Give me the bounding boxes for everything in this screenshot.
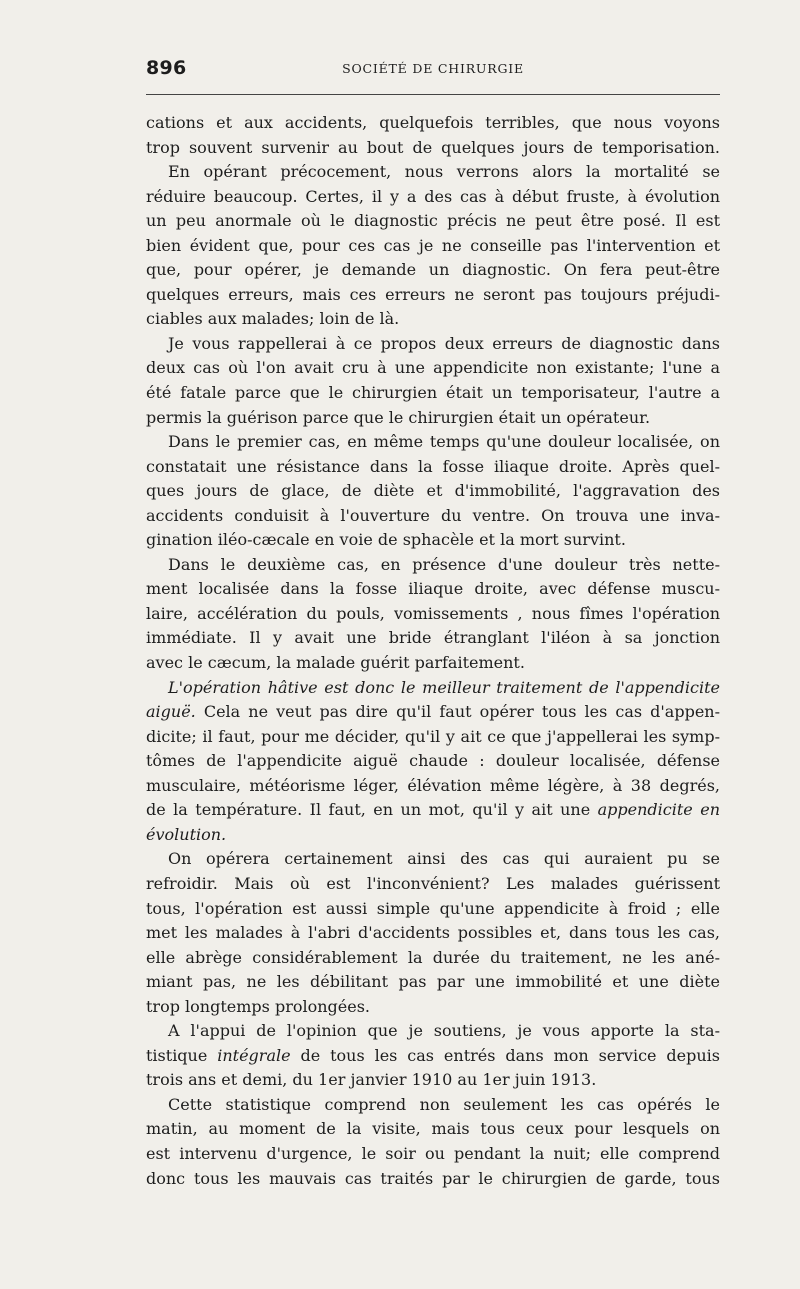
text-line	[146, 356, 720, 381]
text-line	[146, 725, 720, 750]
line-text: de la température. Il faut, en un mot, qu'il y ait une	[146, 800, 598, 820]
text-line	[146, 1142, 720, 1167]
line-text: Je vous rappellerai à ce propos deux erreurs de diagnostic dans	[168, 333, 720, 353]
text-line	[146, 234, 720, 259]
text-line	[146, 283, 720, 308]
line-text: Cela ne veut pas dire qu'il faut opérer tous les cas d'appen-	[195, 702, 720, 722]
text-line	[146, 1019, 720, 1044]
text-line	[146, 1167, 720, 1192]
line-text: cations et aux accidents, quelquefois terribles, que nous voyons	[146, 113, 720, 132]
line-text: trois ans et demi, du 1er janvier 1910 au 1er juin 1913.	[146, 1070, 597, 1090]
line-text: A l'appui de l'opinion que je soutiens, je vous apporte la sta-	[168, 1021, 720, 1041]
line-text: tistique	[146, 1045, 218, 1065]
line-text: que, pour opérer, je demande un diagnostic. On fera peut-être	[146, 260, 720, 280]
line-text: avec le cæcum, la malade guérit parfaitement.	[146, 653, 525, 673]
text-line	[146, 258, 720, 283]
line-text: Cette statistique comprend non seulement les cas opérés le	[168, 1094, 720, 1114]
text-line	[146, 1117, 720, 1142]
italic-text: L'opération hâtive est donc le meilleur traitement de l'appendicite	[168, 677, 720, 697]
text-line	[146, 479, 720, 504]
text-line	[146, 774, 720, 799]
running-title: SOCIÉTÉ DE CHIRURGIE	[342, 61, 524, 76]
line-text: laire, accélération du pouls, vomissements , nous fîmes l'opération	[146, 603, 720, 623]
text-line	[146, 209, 720, 234]
italic-text: aiguë.	[146, 702, 196, 722]
text-line	[146, 307, 720, 332]
text-line	[146, 553, 720, 578]
line-text: ment localisée dans la fosse iliaque droite, avec défense muscu-	[146, 579, 720, 599]
line-text: ques jours de glace, de diète et d'immobilité, l'aggravation des	[146, 481, 720, 501]
text-line	[146, 749, 720, 774]
line-text: permis la guérison parce que le chirurgien était un opérateur.	[146, 407, 651, 427]
line-text: elle abrège considérablement la durée du traitement, ne les ané-	[146, 947, 720, 967]
text-line	[146, 528, 720, 553]
line-text: tous, l'opération est aussi simple qu'une appendicite à froid ; elle	[146, 898, 720, 918]
line-text: miant pas, ne les débilitant pas par une immobilité et une diète	[146, 972, 720, 992]
text-line	[146, 946, 720, 971]
line-text: réduire beaucoup. Certes, il y a des cas à début fruste, à évolution	[146, 186, 720, 206]
line-text: On opérera certainement ainsi des cas qui auraient pu se	[168, 849, 720, 869]
page-header	[146, 55, 720, 85]
text-line	[146, 111, 720, 136]
line-text: Dans le premier cas, en même temps qu'une douleur localisée, on	[168, 432, 720, 452]
text-line	[146, 897, 720, 922]
line-text: de tous les cas entrés dans mon service depuis	[290, 1045, 720, 1065]
italic-text: évolution.	[146, 824, 227, 844]
text-line	[146, 455, 720, 480]
line-text: dicite; il faut, pour me décider, qu'il y ait ce que j'appellerai les symp-	[146, 726, 720, 746]
line-text: bien évident que, pour ces cas je ne conseille pas l'intervention et	[146, 235, 720, 255]
line-text: été fatale parce que le chirurgien était un temporisateur, l'autre a	[146, 383, 720, 403]
text-line	[146, 847, 720, 872]
line-text: met les malades à l'abri d'accidents possibles et, dans tous les cas,	[146, 923, 720, 943]
line-text: accidents conduisit à l'ouverture du ventre. On trouva une inva-	[146, 505, 720, 525]
text-line	[146, 700, 720, 725]
italic-text: intégrale	[217, 1045, 291, 1065]
line-text: un peu anormale où le diagnostic précis ne peut être posé. Il est	[146, 211, 720, 231]
line-text: quelques erreurs, mais ces erreurs ne seront pas toujours préjudi-	[146, 284, 720, 304]
line-text: En opérant précocement, nous verrons alors la mortalité se	[168, 162, 720, 182]
text-line	[146, 577, 720, 602]
page-number: 896	[146, 57, 187, 79]
text-line	[146, 921, 720, 946]
text-line	[146, 160, 720, 185]
text-line	[146, 798, 720, 823]
line-text: donc tous les mauvais cas traités par le chirurgien de garde, tous	[146, 1168, 720, 1188]
line-text: matin, au moment de la visite, mais tous ceux pour lesquels on	[146, 1119, 720, 1139]
text-line	[146, 1068, 720, 1093]
text-line	[146, 406, 720, 431]
line-text: trop souvent survenir au bout de quelques jours de temporisation.	[146, 137, 720, 157]
text-line	[146, 381, 720, 406]
line-text: tômes de l'appendicite aiguë chaude : douleur localisée, défense	[146, 751, 720, 771]
text-line	[146, 430, 720, 455]
text-line	[146, 504, 720, 529]
line-text: trop longtemps prolongées.	[146, 996, 370, 1016]
italic-text: appendicite en	[597, 800, 720, 820]
text-line	[146, 626, 720, 651]
text-line	[146, 1044, 720, 1069]
line-text: est intervenu d'urgence, le soir ou pendant la nuit; elle comprend	[146, 1143, 720, 1163]
text-line	[146, 651, 720, 676]
text-line	[146, 185, 720, 210]
line-text: deux cas où l'on avait cru à une appendicite non existante; l'une a	[146, 358, 720, 378]
line-text: musculaire, météorisme léger, élévation même légère, à 38 degrés,	[146, 775, 720, 795]
text-line	[146, 823, 720, 848]
text-line	[146, 970, 720, 995]
line-text: refroidir. Mais où est l'inconvénient? Les malades guérissent	[146, 873, 720, 893]
text-line	[146, 1093, 720, 1118]
text-line	[146, 676, 720, 701]
text-line	[146, 332, 720, 357]
line-text: gination iléo-cæcale en voie de sphacèle et la mort survint.	[146, 530, 626, 550]
line-text: Dans le deuxième cas, en présence d'une douleur très nette-	[168, 554, 720, 574]
line-text: constatait une résistance dans la fosse iliaque droite. Après quel-	[146, 456, 720, 476]
body-text	[146, 111, 720, 1191]
text-line	[146, 136, 720, 161]
text-line	[146, 872, 720, 897]
line-text: immédiate. Il y avait une bride étranglant l'iléon à sa jonction	[146, 628, 720, 648]
text-line	[146, 602, 720, 627]
header-rule	[146, 94, 720, 95]
line-text: ciables aux malades; loin de là.	[146, 309, 400, 329]
text-line	[146, 995, 720, 1020]
